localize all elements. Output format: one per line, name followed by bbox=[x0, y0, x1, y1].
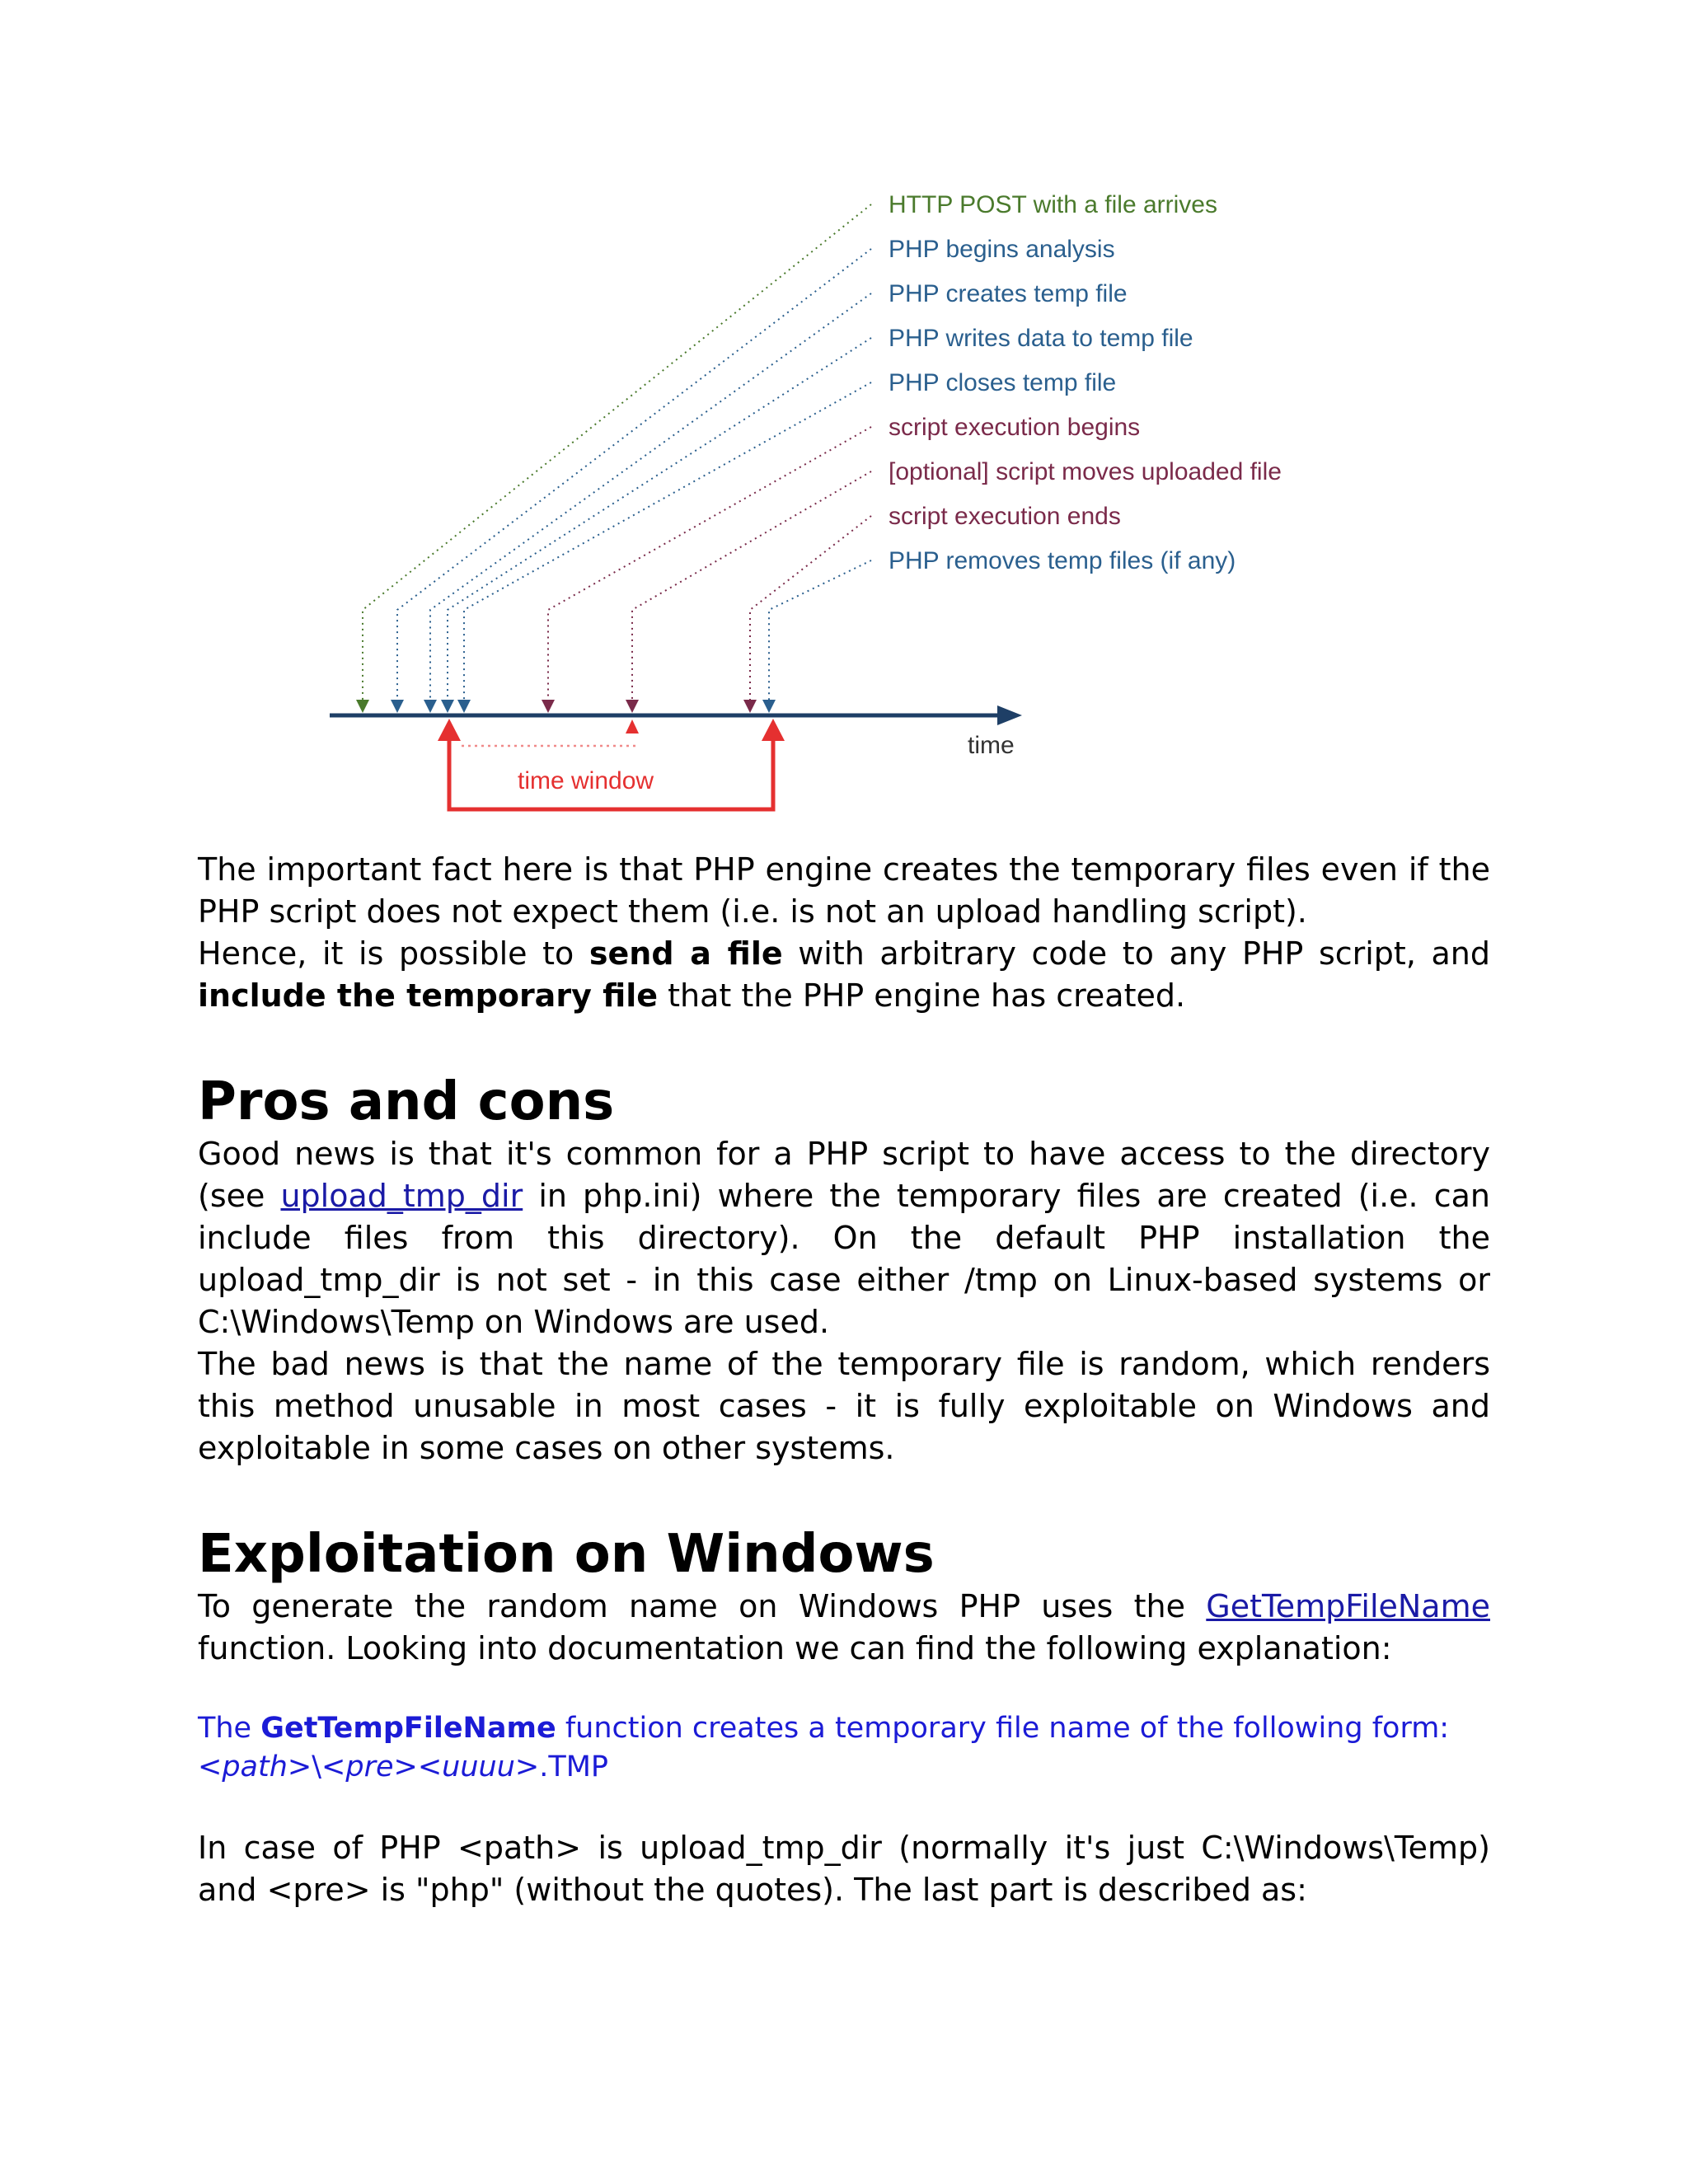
time-window-bracket bbox=[438, 719, 785, 809]
upload-tmp-dir-link[interactable]: upload_tmp_dir bbox=[280, 1178, 523, 1214]
event-6-leader-line bbox=[548, 427, 871, 701]
intro-paragraph-1: The important fact here is that PHP engine creates the temporary files even if the PHP script does not expect them (i.e. is not an upload handling script). bbox=[198, 851, 1490, 930]
intro-text: with arbitrary code to any PHP script, and bbox=[782, 935, 1490, 972]
event-5-marker bbox=[457, 700, 471, 713]
event-1-leader-line bbox=[363, 204, 871, 701]
intro-text: Hence, it is possible to bbox=[198, 935, 589, 972]
quote-pre: <pre> bbox=[321, 1750, 418, 1783]
intro-text: that the PHP engine has created. bbox=[658, 977, 1186, 1014]
event-3-marker bbox=[424, 700, 437, 713]
time-window-label: time window bbox=[518, 767, 654, 794]
event-9-marker bbox=[762, 700, 776, 713]
event-1-marker bbox=[356, 700, 369, 713]
event-7-marker bbox=[626, 700, 639, 713]
event-4-leader-line bbox=[448, 338, 871, 701]
intro-paragraph-2 bbox=[198, 933, 1490, 1017]
windows-paragraph-2: In case of PHP <path> is upload_tmp_dir (normally it's just C:\Windows\Temp) and <pre> is "php" (without the quotes). The last part is described as: bbox=[198, 1830, 1490, 1908]
article-body bbox=[198, 849, 1490, 1911]
time-window-end-arrow bbox=[762, 719, 785, 741]
intro-bold-send-file: send a file bbox=[588, 935, 783, 972]
time-axis-label: time bbox=[968, 732, 1015, 759]
event-9-leader-line bbox=[769, 560, 871, 701]
quote-extension: .TMP bbox=[539, 1750, 609, 1783]
windows-paragraph-1 bbox=[198, 1586, 1490, 1670]
quote-separator: \ bbox=[312, 1750, 322, 1783]
event-1-label: HTTP POST with a file arrives bbox=[889, 191, 1217, 218]
time-axis-arrowhead bbox=[997, 705, 1022, 725]
quote-uuuu: <uuuu> bbox=[417, 1750, 540, 1783]
quote-text: function creates a temporary file name of the following form: bbox=[556, 1712, 1450, 1745]
pros-paragraph-1 bbox=[198, 1133, 1490, 1343]
windows-text: function. Looking into documentation we can find the following explanation: bbox=[198, 1630, 1392, 1666]
pros-text: Good news is that it's common for a PHP script to have access to the directory (see bbox=[198, 1136, 1490, 1214]
heading-exploitation-windows: Exploitation on Windows bbox=[198, 1524, 935, 1585]
event-4-label: PHP writes data to temp file bbox=[889, 325, 1193, 352]
event-2-marker bbox=[391, 700, 404, 713]
event-9-label: PHP removes temp files (if any) bbox=[889, 547, 1236, 574]
intro-bold-include: include the temporary file bbox=[198, 977, 659, 1014]
heading-pros-and-cons: Pros and cons bbox=[198, 1071, 615, 1132]
time-window-start-arrow bbox=[438, 719, 461, 741]
upload-timeline-diagram bbox=[0, 0, 1688, 832]
event-8-label: script execution ends bbox=[889, 503, 1121, 530]
event-6-label: script execution begins bbox=[889, 414, 1141, 441]
event-7-label: [optional] script moves uploaded file bbox=[889, 458, 1282, 485]
leader-lines bbox=[363, 204, 871, 701]
quote-bold-function: GetTempFileName bbox=[260, 1712, 556, 1745]
event-8-marker bbox=[743, 700, 757, 713]
pros-paragraph-2: The bad news is that the name of the temporary file is random, which renders this method unusable in most cases - it is fully exploitable on Windows and exploitable in some cases on other systems. bbox=[198, 1346, 1490, 1466]
windows-text: To generate the random name on Windows PHP uses the bbox=[198, 1588, 1207, 1624]
quote-path: <path> bbox=[198, 1750, 312, 1783]
pros-text: in php.ini) where the temporary files are created (i.e. can include files from this directory). On the default PHP installation the upload_tmp_dir is not set - in this case either /tmp on Linux-based systems or C:\Windows\Temp on Windows are used. bbox=[198, 1178, 1490, 1340]
event-labels bbox=[889, 191, 1282, 574]
gettempfilename-link[interactable]: GetTempFileName bbox=[1206, 1588, 1490, 1624]
event-3-label: PHP creates temp file bbox=[889, 280, 1128, 307]
event-5-leader-line bbox=[464, 382, 871, 701]
event-8-leader-line bbox=[750, 516, 871, 701]
event-2-label: PHP begins analysis bbox=[889, 236, 1115, 263]
event-5-label: PHP closes temp file bbox=[889, 369, 1117, 396]
quote-line-1 bbox=[198, 1709, 1490, 1748]
quote-line-2 bbox=[198, 1748, 1490, 1787]
event-6-marker bbox=[542, 700, 555, 713]
event-7-leader-line bbox=[632, 471, 871, 701]
event-2-leader-line bbox=[397, 249, 871, 701]
event-3-leader-line bbox=[430, 293, 871, 701]
optional-move-red-marker bbox=[626, 719, 639, 733]
quote-text: The bbox=[198, 1712, 261, 1745]
documentation-quote bbox=[198, 1709, 1490, 1787]
event-4-marker bbox=[441, 700, 454, 713]
